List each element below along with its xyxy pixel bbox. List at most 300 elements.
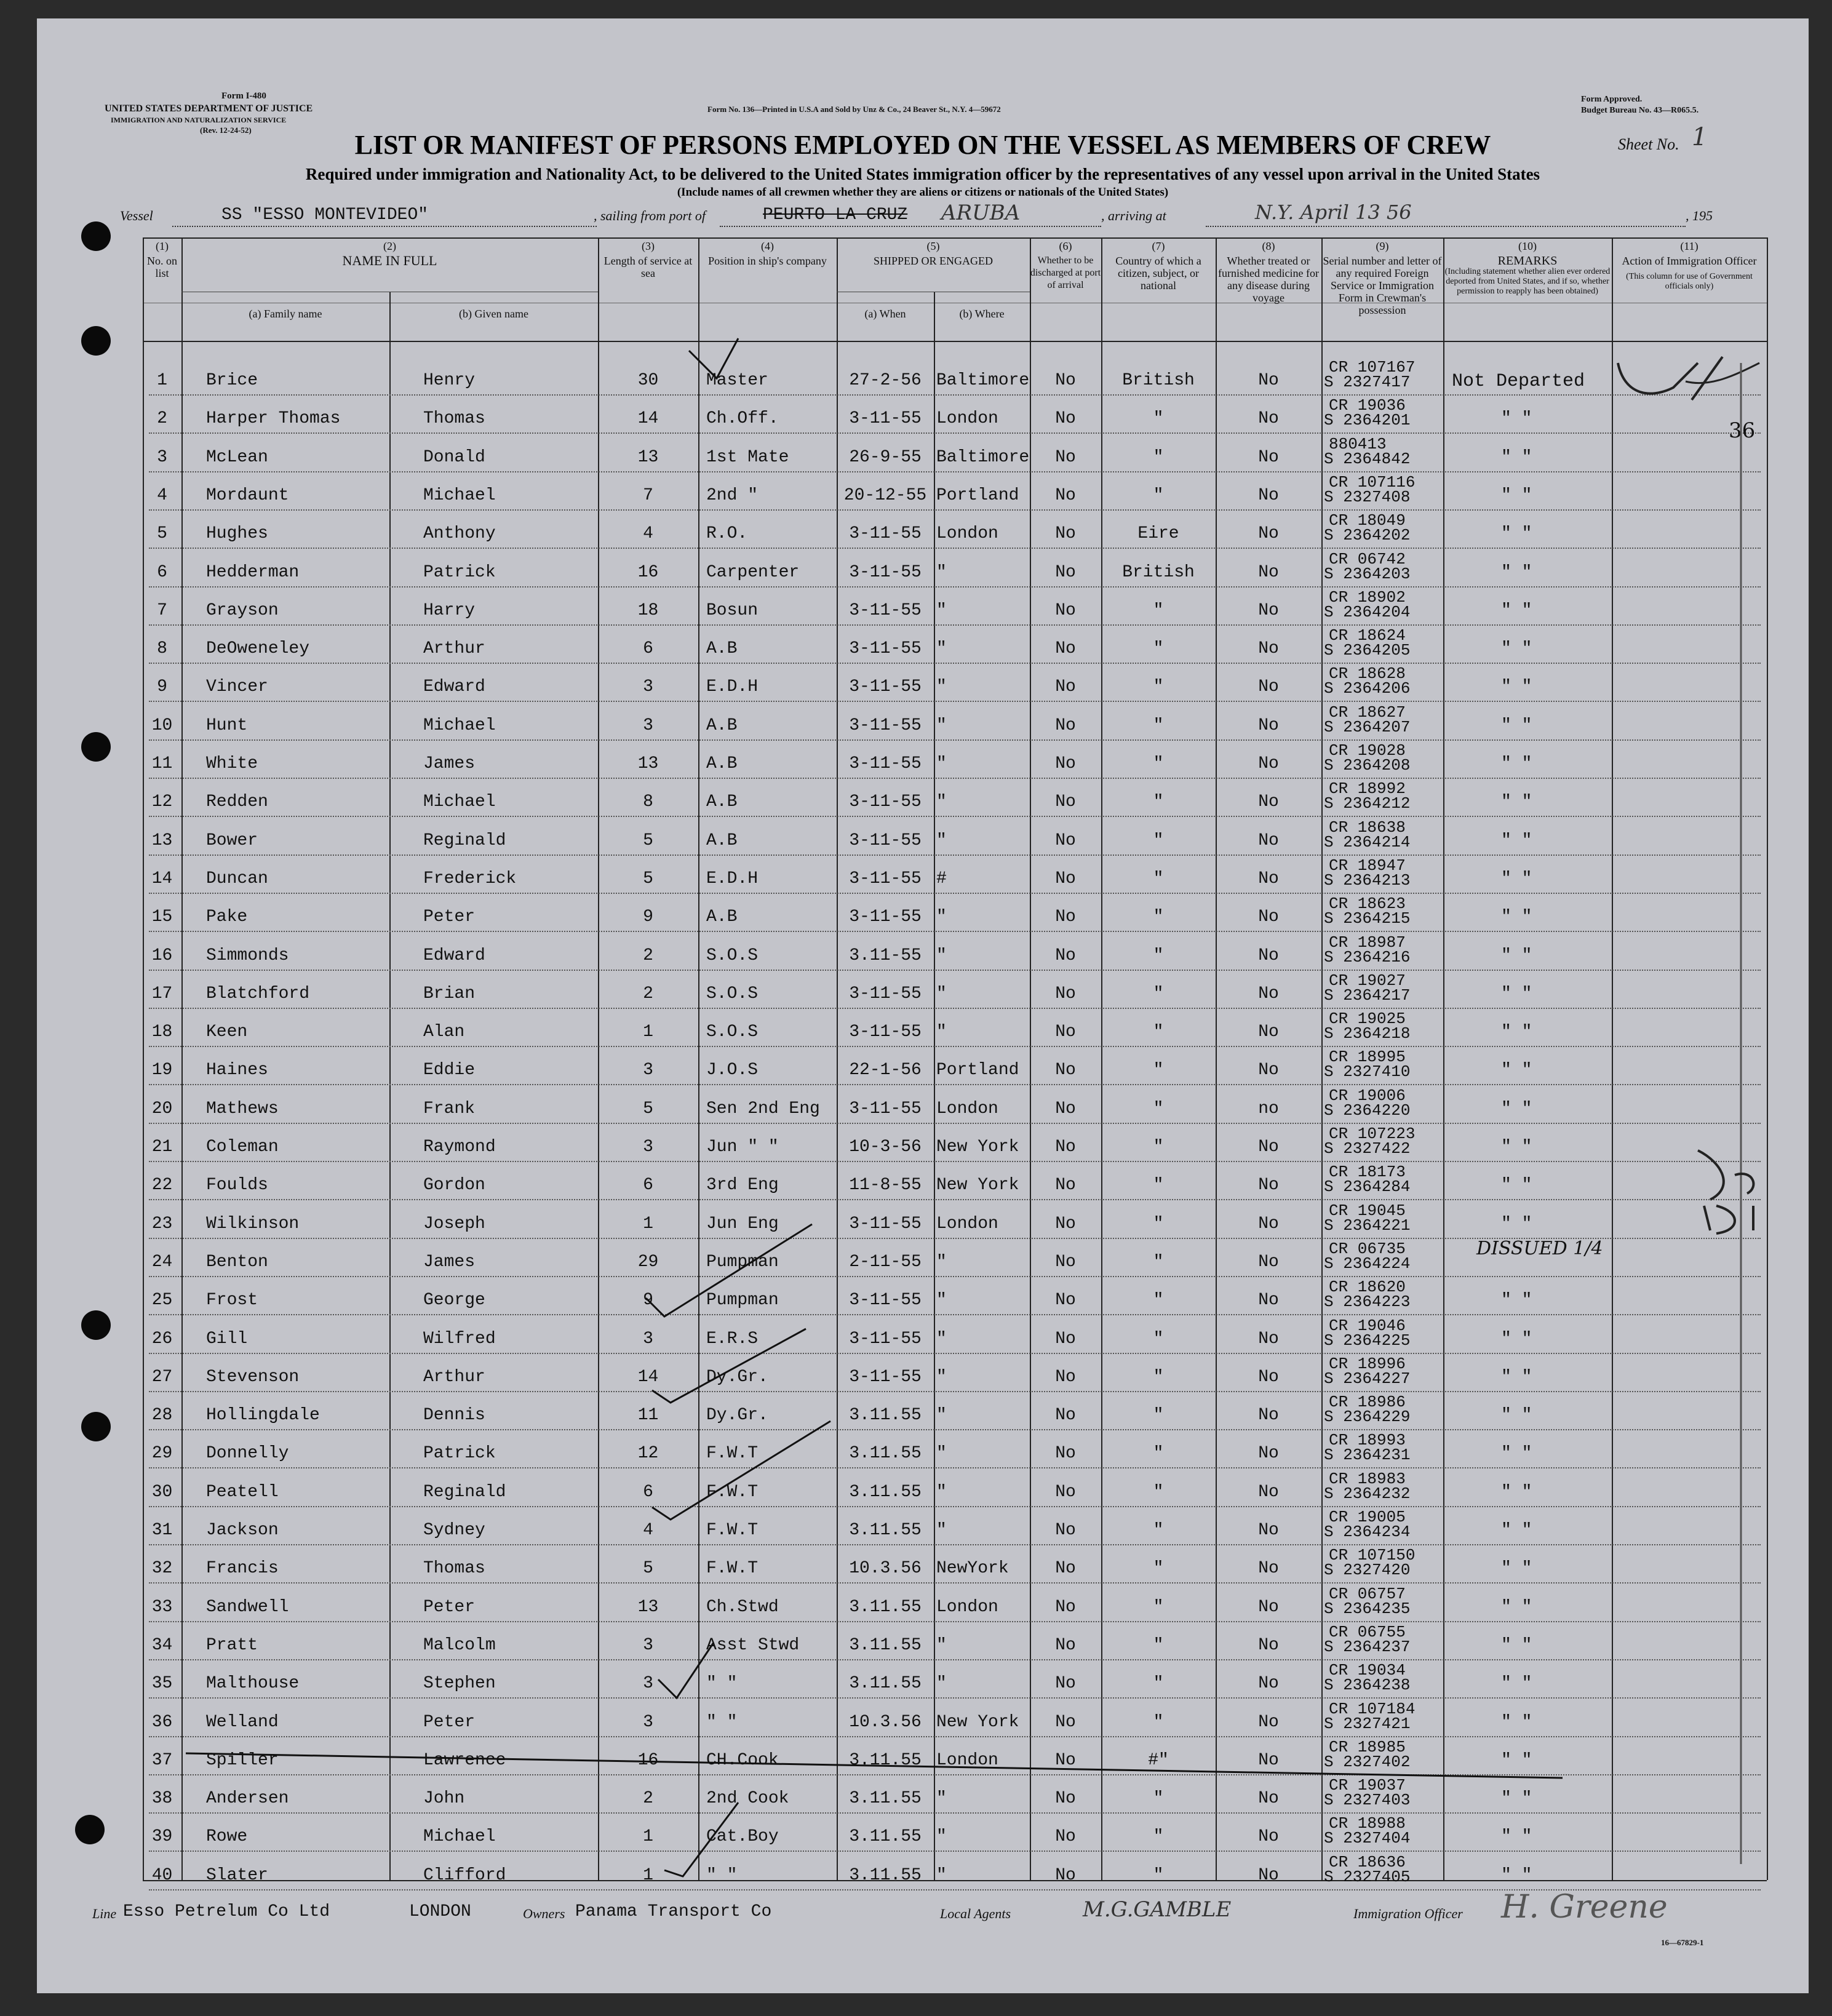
shipped-where: London — [936, 524, 998, 544]
given-name: Henry — [423, 371, 476, 390]
family-name: Blatchford — [206, 984, 310, 1003]
service-length: 3 — [643, 1137, 653, 1157]
remarks: " " — [1501, 562, 1532, 582]
serial-s: S 2364214 — [1324, 832, 1411, 851]
position: J.O.S — [706, 1061, 759, 1080]
service-length: 9 — [643, 907, 653, 927]
discharge: No — [1055, 1444, 1076, 1464]
service-length: 16 — [637, 562, 659, 582]
service-length: 3 — [643, 1712, 653, 1732]
given-name: Joseph — [423, 1214, 485, 1233]
position: 1st Mate — [706, 447, 789, 467]
punch-hole — [81, 326, 111, 356]
position: Asst Stwd — [706, 1635, 800, 1655]
serial-cr: CR 18623 — [1329, 894, 1406, 914]
serial-cr: CR 18638 — [1329, 818, 1406, 837]
country: " — [1153, 1137, 1164, 1157]
serial-cr: CR 18995 — [1329, 1048, 1406, 1067]
country: #" — [1148, 1750, 1169, 1770]
row-number: 16 — [151, 946, 173, 965]
remarks: " " — [1501, 1444, 1532, 1464]
given-name: Arthur — [423, 639, 485, 659]
row-number: 37 — [151, 1750, 173, 1770]
serial-cr: CR 18902 — [1329, 588, 1406, 607]
discharge: No — [1055, 792, 1076, 812]
family-name: Duncan — [206, 869, 268, 888]
discharge: No — [1055, 1482, 1076, 1502]
row-number: 15 — [151, 907, 173, 927]
row-number: 1 — [157, 371, 167, 390]
treated: No — [1258, 562, 1279, 582]
row-number: 20 — [151, 1099, 173, 1118]
service-length: 6 — [643, 639, 653, 659]
shipped-where: London — [936, 1099, 998, 1118]
family-name: Peatell — [206, 1482, 279, 1502]
remarks: " " — [1501, 1367, 1532, 1387]
shipped-when: 10.3.56 — [849, 1712, 922, 1732]
col-family-header: (a) Family name — [249, 308, 322, 320]
shipped-where: London — [936, 409, 998, 429]
discharge: No — [1055, 1827, 1076, 1847]
country: " — [1153, 715, 1164, 735]
discharge: No — [1055, 907, 1076, 927]
row-number: 30 — [151, 1482, 173, 1502]
service-length: 6 — [643, 1176, 653, 1195]
shipped-when: 3.11.55 — [849, 1865, 922, 1885]
shipped-when: 3-11-55 — [849, 1329, 922, 1349]
discharge: No — [1055, 485, 1076, 505]
family-name: Bower — [206, 831, 258, 850]
discharge: No — [1055, 562, 1076, 582]
serial-s: S 2364205 — [1324, 641, 1411, 660]
discharge: No — [1055, 1559, 1076, 1579]
shipped-where: Baltimore — [936, 371, 1030, 390]
discharge: No — [1055, 1789, 1076, 1809]
given-name: James — [423, 754, 476, 773]
country: " — [1153, 1099, 1164, 1118]
position: E.R.S — [706, 1329, 759, 1349]
country: " — [1153, 677, 1164, 697]
shipped-where: " — [936, 984, 947, 1003]
discharge: No — [1055, 946, 1076, 965]
discharge: No — [1055, 1865, 1076, 1885]
remarks: " " — [1501, 1521, 1532, 1540]
service-length: 5 — [643, 869, 653, 888]
col-given-header: (b) Given name — [459, 308, 528, 320]
shipped-where: " — [936, 1022, 947, 1042]
family-name: White — [206, 754, 258, 773]
row-number: 23 — [151, 1214, 173, 1233]
shipped-where: " — [936, 677, 947, 697]
serial-cr: CR 18985 — [1329, 1737, 1406, 1756]
position: Jun " " — [706, 1137, 779, 1157]
punch-hole — [75, 1815, 105, 1844]
remarks: " " — [1501, 1865, 1532, 1885]
country: " — [1153, 1789, 1164, 1809]
discharge: No — [1055, 447, 1076, 467]
family-name: Coleman — [206, 1137, 279, 1157]
shipped-where: New York — [936, 1137, 1019, 1157]
family-name: Francis — [206, 1559, 279, 1579]
family-name: Harper Thomas — [206, 409, 341, 429]
serial-cr: CR 18996 — [1329, 1354, 1406, 1373]
country: " — [1153, 1367, 1164, 1387]
shipped-where: " — [936, 1521, 947, 1540]
given-name: Michael — [423, 715, 496, 735]
remarks: " " — [1501, 485, 1532, 505]
check-26 — [646, 1224, 812, 1317]
remarks: " " — [1501, 1406, 1532, 1425]
given-name: Malcolm — [423, 1635, 496, 1655]
punch-hole — [81, 1412, 111, 1441]
shipped-when: 3-11-55 — [849, 600, 922, 620]
sheet-number: 1 — [1692, 123, 1708, 151]
shipped-where: London — [936, 1750, 998, 1770]
service-length: 16 — [637, 1750, 659, 1770]
row-number: 22 — [151, 1176, 173, 1195]
shipped-when: 20-12-55 — [843, 485, 927, 505]
serial-cr: CR 18987 — [1329, 933, 1406, 952]
position: " " — [706, 1712, 738, 1732]
shipped-where: New York — [936, 1176, 1019, 1195]
remarks: " " — [1501, 869, 1532, 888]
serial-cr: CR 18628 — [1329, 664, 1406, 683]
row-number: 33 — [151, 1597, 173, 1617]
service-length: 7 — [643, 485, 653, 505]
treated: No — [1258, 907, 1279, 927]
shipped-when: 3-11-55 — [849, 1022, 922, 1042]
shipped-where: Portland — [936, 1061, 1019, 1080]
position: Sen 2nd Eng — [706, 1099, 820, 1118]
country: British — [1122, 371, 1195, 390]
arriving-label: , arriving at — [1101, 208, 1166, 223]
given-name: James — [423, 1252, 476, 1272]
family-name: Mathews — [206, 1099, 279, 1118]
serial-s: S 2364237 — [1324, 1637, 1411, 1656]
country: British — [1122, 562, 1195, 582]
row-number: 26 — [151, 1329, 173, 1349]
serial-cr: CR 18624 — [1329, 626, 1406, 645]
position: 2nd Cook — [706, 1789, 789, 1809]
position: " " — [706, 1865, 738, 1885]
row-number: 38 — [151, 1789, 173, 1809]
discharge: No — [1055, 1597, 1076, 1617]
shipped-when: 3-11-55 — [849, 869, 922, 888]
shipped-when: 3.11.55 — [849, 1635, 922, 1655]
family-name: Keen — [206, 1022, 248, 1042]
discharge: No — [1055, 1521, 1076, 1540]
serial-s: S 2364215 — [1324, 909, 1411, 928]
given-name: Reginald — [423, 831, 506, 850]
treated: No — [1258, 1521, 1279, 1540]
position: Master — [706, 371, 768, 390]
remarks: " " — [1501, 792, 1532, 812]
remarks: " " — [1501, 907, 1532, 927]
country: " — [1153, 1214, 1164, 1233]
serial-cr: CR 19027 — [1329, 971, 1406, 990]
given-name: John — [423, 1789, 465, 1809]
serial-cr: CR 18988 — [1329, 1814, 1406, 1833]
treated: No — [1258, 1176, 1279, 1195]
check-40 — [664, 1803, 738, 1876]
serial-s: S 2364224 — [1324, 1254, 1411, 1273]
arriving-port: N.Y. April 13 56 — [1255, 201, 1412, 224]
remarks: " " — [1501, 1214, 1532, 1233]
shipped-where: " — [936, 1827, 947, 1847]
shipped-when: 3-11-55 — [849, 562, 922, 582]
shipped-when: 3.11.55 — [849, 1482, 922, 1502]
given-name: Peter — [423, 1597, 476, 1617]
serial-s: S 2364221 — [1324, 1216, 1411, 1235]
shipped-where: Portland — [936, 485, 1019, 505]
remarks: " " — [1501, 447, 1532, 467]
row-number: 2 — [157, 409, 167, 429]
family-name: Gill — [206, 1329, 248, 1349]
family-name: Mordaunt — [206, 485, 289, 505]
family-name: Simmonds — [206, 946, 289, 965]
serial-s: S 2327408 — [1324, 487, 1411, 506]
form-approved: Form Approved. — [1581, 95, 1643, 104]
serial-cr: CR 19025 — [1329, 1010, 1406, 1029]
service-length: 30 — [637, 371, 659, 390]
position: Jun Eng — [706, 1214, 779, 1233]
service-length: 2 — [643, 984, 653, 1003]
remarks: Not Departed — [1452, 371, 1585, 392]
serial-s: S 2364229 — [1324, 1408, 1411, 1427]
family-name: McLean — [206, 447, 268, 467]
discharge: No — [1055, 1252, 1076, 1272]
serial-s: S 2364223 — [1324, 1293, 1411, 1312]
serial-cr: CR 06735 — [1329, 1239, 1406, 1258]
service-length: 1 — [643, 1827, 653, 1847]
family-name: Redden — [206, 792, 268, 812]
position: F.W.T — [706, 1444, 759, 1464]
family-name: Haines — [206, 1061, 268, 1080]
col-when-header: (a) When — [864, 308, 906, 320]
given-name: Stephen — [423, 1674, 496, 1694]
row-number: 5 — [157, 524, 167, 544]
service: IMMIGRATION AND NATURALIZATION SERVICE — [111, 116, 287, 124]
shipped-when: 10-3-56 — [849, 1137, 922, 1157]
shipped-where: Baltimore — [936, 447, 1030, 467]
remarks: " " — [1501, 1712, 1532, 1732]
discharge: No — [1055, 639, 1076, 659]
remarks: DISSUED 1/4 — [1476, 1237, 1603, 1259]
remarks: " " — [1501, 1176, 1532, 1195]
discharge: No — [1055, 371, 1076, 390]
serial-cr: CR 19006 — [1329, 1086, 1406, 1105]
treated: No — [1258, 1712, 1279, 1732]
shipped-when: 26-9-55 — [849, 447, 922, 467]
serial-cr: CR 18993 — [1329, 1431, 1406, 1450]
col-no-header: (1) No. on list — [147, 240, 177, 279]
shipped-where: " — [936, 1252, 947, 1272]
shipped-when: 3.11.55 — [849, 1789, 922, 1809]
position: Dy.Gr. — [706, 1406, 768, 1425]
serial-s: S 2364235 — [1324, 1599, 1411, 1618]
row-number: 25 — [151, 1291, 173, 1310]
serial-cr: CR 19034 — [1329, 1661, 1406, 1680]
family-name: DeOweneley — [206, 639, 310, 659]
treated: No — [1258, 1635, 1279, 1655]
shipped-when: 3-11-55 — [849, 677, 922, 697]
given-name: Alan — [423, 1022, 465, 1042]
position: A.B — [706, 831, 738, 850]
service-length: 5 — [643, 1099, 653, 1118]
treated: No — [1258, 1137, 1279, 1157]
treated: No — [1258, 677, 1279, 697]
position: S.O.S — [706, 946, 759, 965]
service-length: 14 — [637, 1367, 659, 1387]
service-length: 5 — [643, 1559, 653, 1579]
given-name: Brian — [423, 984, 476, 1003]
position: F.W.T — [706, 1559, 759, 1579]
position: A.B — [706, 754, 738, 773]
shipped-where: " — [936, 1865, 947, 1885]
country: " — [1153, 1022, 1164, 1042]
serial-s: S 2364213 — [1324, 871, 1411, 890]
service-length: 3 — [643, 677, 653, 697]
remarks: " " — [1501, 1789, 1532, 1809]
given-name: Frank — [423, 1099, 476, 1118]
country: " — [1153, 639, 1164, 659]
family-name: Slater — [206, 1865, 268, 1885]
row-number: 32 — [151, 1559, 173, 1579]
shipped-where: " — [936, 600, 947, 620]
serial-cr: CR 19005 — [1329, 1508, 1406, 1526]
given-name: Arthur — [423, 1367, 485, 1387]
country: " — [1153, 831, 1164, 850]
family-name: Vincer — [206, 677, 268, 697]
treated: No — [1258, 600, 1279, 620]
given-name: Edward — [423, 677, 485, 697]
shipped-when: 3.11.55 — [849, 1521, 922, 1540]
serial-s: S 2327410 — [1324, 1062, 1411, 1082]
remarks: " " — [1501, 1291, 1532, 1310]
serial-s: S 2364207 — [1324, 717, 1411, 736]
family-name: Wilkinson — [206, 1214, 300, 1233]
row-number: 13 — [151, 831, 173, 850]
remarks: " " — [1501, 715, 1532, 735]
discharge: No — [1055, 600, 1076, 620]
discharge: No — [1055, 524, 1076, 544]
serial-s: S 2364212 — [1324, 794, 1411, 813]
shipped-when: 3.11.55 — [849, 1597, 922, 1617]
serial-s: S 2327402 — [1324, 1752, 1411, 1771]
family-name: Brice — [206, 371, 258, 390]
discharge: No — [1055, 1291, 1076, 1310]
position: Bosun — [706, 600, 759, 620]
treated: No — [1258, 1789, 1279, 1809]
serial-cr: CR 06755 — [1329, 1622, 1406, 1641]
shipped-where: " — [936, 1674, 947, 1694]
treated: No — [1258, 371, 1279, 390]
given-name: Eddie — [423, 1061, 476, 1080]
shipped-when: 3-11-55 — [849, 409, 922, 429]
check-31 — [652, 1421, 830, 1520]
shipped-where: " — [936, 1635, 947, 1655]
position: 3rd Eng — [706, 1176, 779, 1195]
row-number: 17 — [151, 984, 173, 1003]
shipped-when: 22-1-56 — [849, 1061, 922, 1080]
family-name: Pratt — [206, 1635, 258, 1655]
serial-cr: CR 18620 — [1329, 1278, 1406, 1297]
country: " — [1153, 792, 1164, 812]
service-length: 13 — [637, 1597, 659, 1617]
remarks: " " — [1501, 1137, 1532, 1157]
country: " — [1153, 485, 1164, 505]
col-shipped-header: (5) SHIPPED OR ENGAGED — [873, 240, 993, 267]
country: " — [1153, 869, 1164, 888]
line-value: Esso Petrelum Co Ltd — [123, 1902, 330, 1921]
given-name: Reginald — [423, 1482, 506, 1502]
shipped-when: 3-11-55 — [849, 1291, 922, 1310]
remarks: " " — [1501, 677, 1532, 697]
country: " — [1153, 447, 1164, 467]
country: " — [1153, 1712, 1164, 1732]
position: Dy.Gr. — [706, 1367, 768, 1387]
service-length: 1 — [643, 1214, 653, 1233]
serial-cr: CR 19037 — [1329, 1776, 1406, 1795]
discharge: No — [1055, 1635, 1076, 1655]
remarks: " " — [1501, 1099, 1532, 1118]
discharge: No — [1055, 1214, 1076, 1233]
serial-cr: CR 107184 — [1329, 1699, 1416, 1718]
service-length: 5 — [643, 831, 653, 850]
treated: No — [1258, 1597, 1279, 1617]
col-where-header: (b) Where — [959, 308, 1005, 320]
shipped-where: " — [936, 1367, 947, 1387]
shipped-when: 3-11-55 — [849, 907, 922, 927]
given-name: Michael — [423, 485, 496, 505]
row-number: 29 — [151, 1444, 173, 1464]
d-mark-row1 — [1618, 357, 1722, 400]
shipped-when: 3-11-55 — [849, 1214, 922, 1233]
row-number: 19 — [151, 1061, 173, 1080]
country: " — [1153, 946, 1164, 965]
serial-cr: CR 18173 — [1329, 1163, 1406, 1182]
manifest-note: (Include names of all crewmen whether they are aliens or citizens or nationals of the United States) — [677, 186, 1169, 199]
officer-signature: H. Greene — [1501, 1889, 1668, 1926]
remarks: " " — [1501, 1061, 1532, 1080]
service-length: 2 — [643, 1789, 653, 1809]
shipped-where: " — [936, 639, 947, 659]
serial-s: S 2327417 — [1324, 373, 1411, 391]
serial-cr: CR 19028 — [1329, 741, 1406, 760]
row-number: 27 — [151, 1367, 173, 1387]
remarks: " " — [1501, 1482, 1532, 1502]
country: " — [1153, 1444, 1164, 1464]
service-length: 3 — [643, 1635, 653, 1655]
row-number: 7 — [157, 600, 167, 620]
remarks: " " — [1501, 1329, 1532, 1349]
given-name: Edward — [423, 946, 485, 965]
given-name: Peter — [423, 1712, 476, 1732]
shipped-when: 3-11-55 — [849, 754, 922, 773]
shipped-when: 3.11.55 — [849, 1750, 922, 1770]
shipped-when: 3.11.55 — [849, 1827, 922, 1847]
form-number: Form I-480 — [221, 91, 266, 101]
family-name: Donnelly — [206, 1444, 289, 1464]
remarks: " " — [1501, 1674, 1532, 1694]
remarks: " " — [1501, 831, 1532, 850]
remarks: " " — [1501, 946, 1532, 965]
service-length: 9 — [643, 1291, 653, 1310]
line-label: Line — [92, 1906, 117, 1921]
discharge: No — [1055, 1022, 1076, 1042]
serial-s: S 2364217 — [1324, 986, 1411, 1005]
position: Ch.Stwd — [706, 1597, 779, 1617]
